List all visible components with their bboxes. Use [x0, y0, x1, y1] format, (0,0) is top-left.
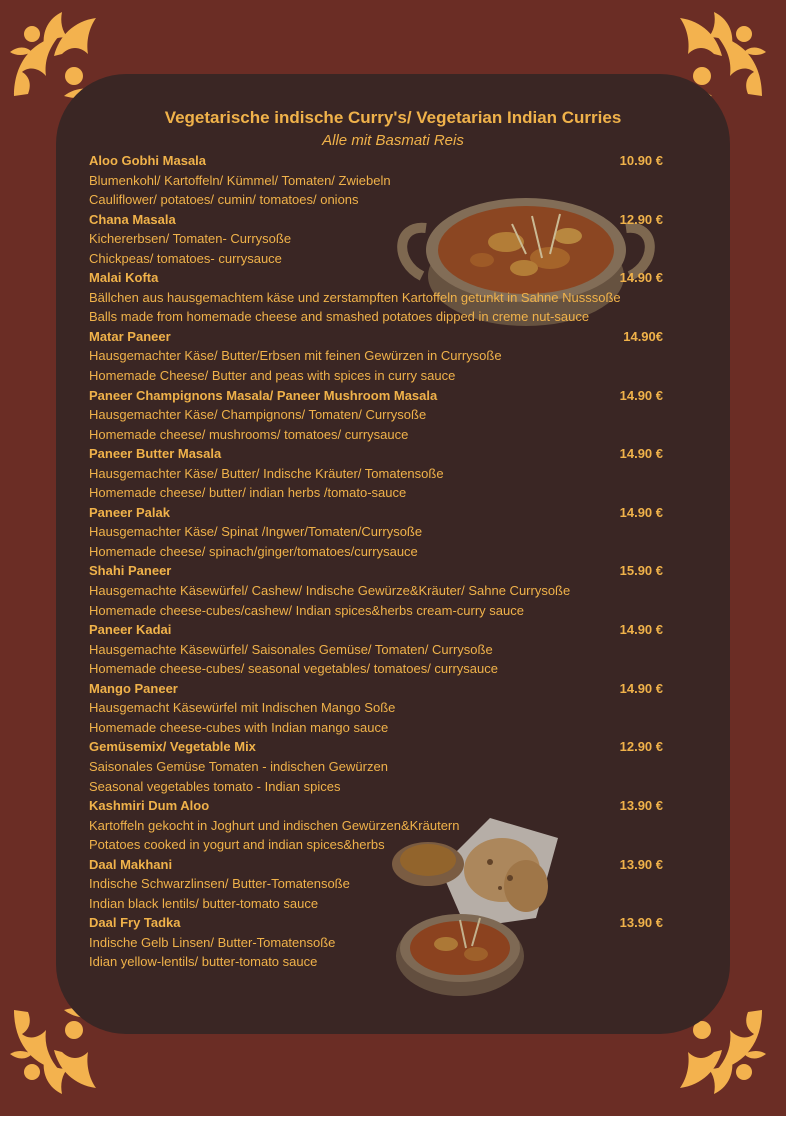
- dish-price: 14.90 €: [619, 504, 663, 520]
- menu-item: [89, 503, 679, 562]
- dish-description-de: Kichererbsen/ Tomaten- Currysoße: [89, 231, 292, 247]
- dish-price: 13.90 €: [619, 798, 663, 814]
- dish-description-en: Cauliflower/ potatoes/ cumin/ tomatoes/ onions: [89, 192, 359, 208]
- menu-title: Vegetarische indische Curry's/ Vegetarian Indian Curries: [164, 108, 622, 127]
- dish-description-de: Hausgemachte Käsewürfel/ Cashew/ Indische Gewürze&Kräuter/ Sahne Currysoße: [89, 583, 571, 599]
- menu-item: [89, 796, 679, 855]
- dish-description-en: Indian black lentils/ butter-tomato sauce: [89, 895, 319, 911]
- dish-description-en: Potatoes cooked in yogurt and indian spices&herbs: [89, 837, 385, 853]
- menu-item: [89, 151, 679, 210]
- menu-item: [89, 210, 679, 269]
- menu-item: [89, 561, 679, 620]
- menu-item: [89, 620, 679, 679]
- menu-item: [89, 327, 679, 386]
- menu-item: [89, 679, 679, 738]
- dish-description-de: Bällchen aus hausgemachtem käse und zerstampften Kartoffeln getunkt in Sahne Nusssoße: [89, 289, 621, 305]
- dish-price: 14.90 €: [619, 387, 663, 403]
- menu-item: [89, 737, 679, 796]
- dish-price: 12.90 €: [619, 739, 663, 755]
- menu-item: [89, 444, 679, 503]
- menu-item-list: [89, 151, 679, 972]
- dish-description-de: Indische Schwarzlinsen/ Butter-Tomatensoße: [89, 876, 350, 892]
- dish-price: 14.90€: [623, 328, 663, 344]
- dish-name: Paneer Champignons Masala/ Paneer Mushroom Masala: [89, 387, 438, 403]
- dish-description-de: Saisonales Gemüse Tomaten - indischen Gewürzen: [89, 758, 388, 774]
- dish-description-en: Balls made from homemade cheese and smashed potatoes dipped in creme nut-sauce: [89, 309, 590, 325]
- dish-name: Daal Makhani: [89, 856, 173, 872]
- menu-subtitle: Alle mit Basmati Reis: [322, 132, 464, 149]
- dish-price: 14.90 €: [619, 270, 663, 286]
- dish-description-en: Homemade cheese/ mushrooms/ tomatoes/ currysauce: [89, 426, 409, 442]
- dish-price: 12.90 €: [619, 211, 663, 227]
- dish-name: Gemüsemix/ Vegetable Mix: [89, 739, 256, 755]
- dish-price: 10.90 €: [619, 153, 663, 168]
- dish-description-en: Homemade cheese-cubes/ seasonal vegetables/ tomatoes/ currysauce: [89, 661, 498, 677]
- dish-description-de: Hausgemachter Käse/ Butter/ Indische Kräuter/ Tomatensoße: [89, 465, 444, 481]
- dish-description-en: Seasonal vegetables tomato - Indian spices: [89, 778, 341, 794]
- dish-price: 14.90 €: [619, 680, 663, 696]
- dish-price: 14.90 €: [619, 446, 663, 462]
- menu-item: [89, 913, 679, 972]
- dish-description-en: Idian yellow-lentils/ butter-tomato sauce: [89, 954, 318, 970]
- dish-description-en: Homemade cheese-cubes with Indian mango sauce: [89, 719, 389, 735]
- dish-description-en: Chickpeas/ tomatoes- currysauce: [89, 250, 282, 266]
- dish-description-en: Homemade cheese/ spinach/ginger/tomatoes/currysauce: [89, 543, 418, 559]
- menu-item: [89, 268, 679, 327]
- menu-item: [89, 855, 679, 914]
- dish-description-de: Hausgemachter Käse/ Champignons/ Tomaten/ Currysoße: [89, 407, 427, 423]
- dish-description-de: Blumenkohl/ Kartoffeln/ Kümmel/ Tomaten/ Zwiebeln: [89, 172, 391, 188]
- dish-price: 13.90 €: [619, 915, 663, 931]
- dish-name: Paneer Butter Masala: [89, 446, 222, 462]
- dish-price: 15.90 €: [619, 563, 663, 579]
- dish-name: Mango Paneer: [89, 680, 178, 696]
- dish-name: Matar Paneer: [89, 328, 171, 344]
- dish-description-en: Homemade cheese/ butter/ indian herbs /tomato-sauce: [89, 485, 407, 501]
- dish-name: Malai Kofta: [89, 270, 159, 286]
- dish-description-de: Indische Gelb Linsen/ Butter-Tomatensoße: [89, 934, 336, 950]
- dish-name: Kashmiri Dum Aloo: [89, 798, 210, 814]
- dish-description-de: Hausgemachte Käsewürfel/ Saisonales Gemüse/ Tomaten/ Currysoße: [89, 641, 493, 657]
- dish-description-de: Hausgemachter Käse/ Butter/Erbsen mit feinen Gewürzen in Currysoße: [89, 348, 502, 364]
- dish-name: Chana Masala: [89, 211, 176, 227]
- dish-description-en: Homemade Cheese/ Butter and peas with spices in curry sauce: [89, 368, 456, 384]
- dish-price: 13.90 €: [619, 856, 663, 872]
- dish-name: Shahi Paneer: [89, 563, 172, 579]
- dish-description-en: Homemade cheese-cubes/cashew/ Indian spices&herbs cream-curry sauce: [89, 602, 524, 618]
- dish-name: Daal Fry Tadka: [89, 915, 181, 931]
- dish-price: 14.90 €: [619, 622, 663, 638]
- menu-item: [89, 386, 679, 445]
- dish-name: Paneer Kadai: [89, 622, 172, 638]
- dish-description-de: Hausgemachter Käse/ Spinat /Ingwer/Tomaten/Currysoße: [89, 524, 423, 540]
- dish-name: Paneer Palak: [89, 504, 170, 520]
- dish-description-de: Kartoffeln gekocht in Joghurt und indischen Gewürzen&Kräutern: [89, 817, 460, 833]
- dish-name: Aloo Gobhi Masala: [89, 153, 207, 168]
- dish-description-de: Hausgemacht Käsewürfel mit Indischen Mango Soße: [89, 700, 396, 716]
